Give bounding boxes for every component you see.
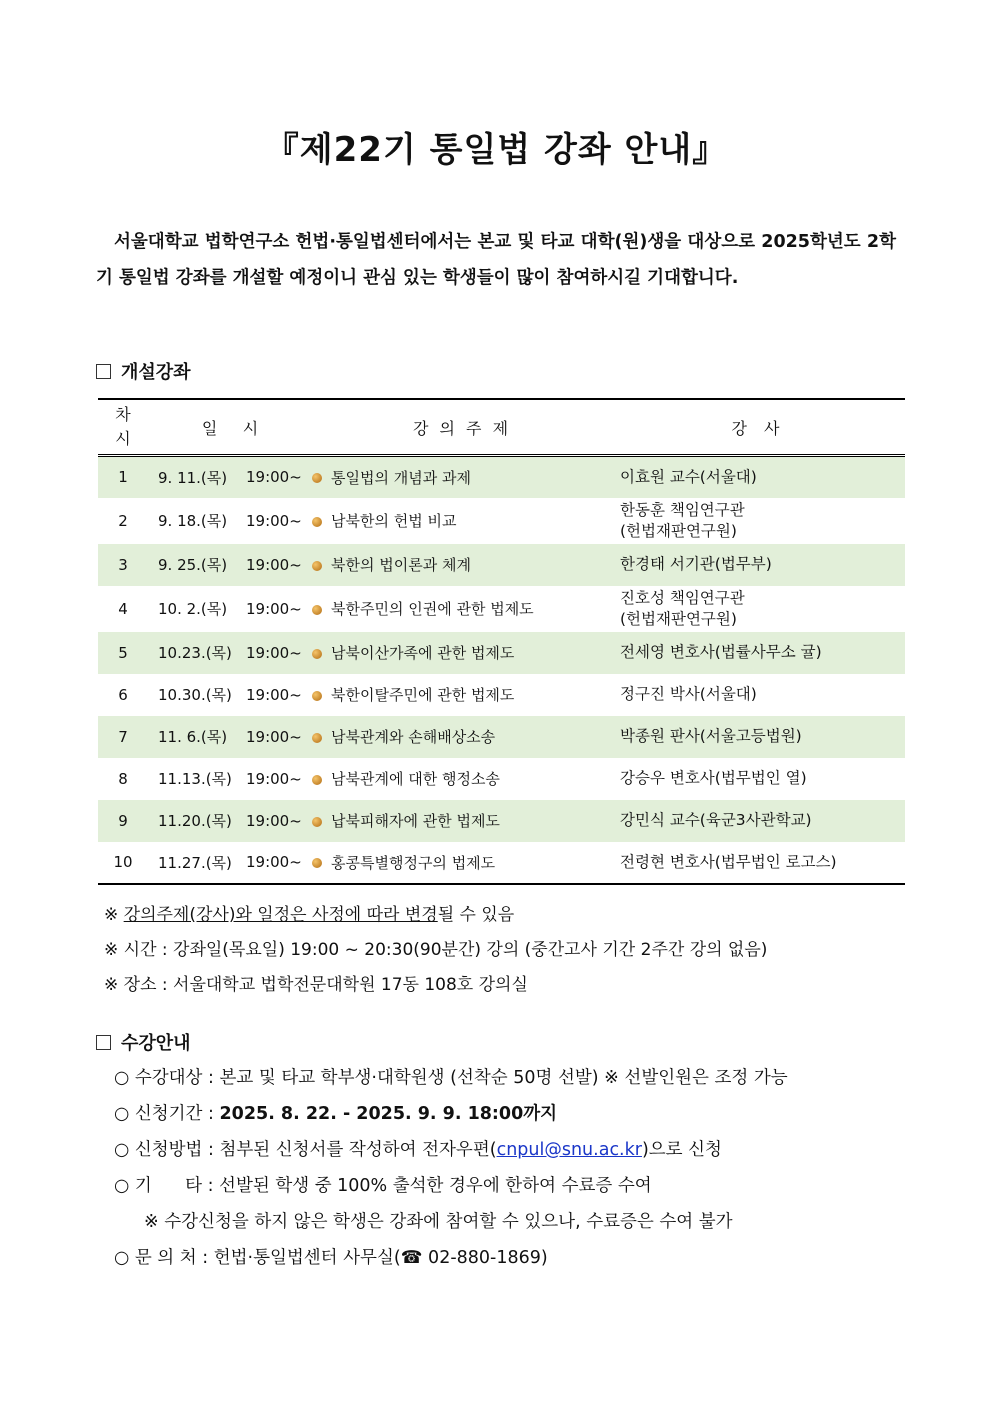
table-row	[98, 842, 905, 884]
cell-no: 7	[98, 716, 148, 758]
cell-time: 19:00~	[246, 632, 312, 674]
cell-date: 9. 18.(목)	[158, 512, 228, 530]
cell-no: 4	[118, 599, 128, 618]
cell-topic: 통일법의 개념과 과제	[312, 456, 612, 498]
table-row	[98, 544, 905, 586]
cell-date: 11. 6.(목)	[148, 716, 246, 758]
bullet-icon	[312, 775, 322, 785]
header-date: 일 시	[148, 399, 312, 456]
cell-date: 10. 2.(목)	[158, 600, 228, 618]
info-etc: ○ 기 타 : 선발된 학생 중 100% 출석한 경우에 한하여 수료증 수여	[114, 1176, 652, 1196]
cell-topic: 남북한의 헌법 비교	[312, 498, 612, 544]
info-target: ○ 수강대상 : 본교 및 타교 학부생·대학원생 (선착순 50명 선발) ※ 선발인원은 조정 가능	[114, 1068, 788, 1088]
cell-lecturer: 진호성 책임연구관 (헌법재판연구원)	[620, 588, 745, 628]
cell-lecturer: 한경태 서기관(법무부)	[612, 544, 905, 586]
cell-date: 11.27.(목)	[148, 842, 246, 884]
table-row	[98, 586, 905, 632]
cell-date: 11.20.(목)	[148, 800, 246, 842]
table-row	[98, 800, 905, 842]
cell-lecturer: 전령현 변호사(법무법인 로고스)	[612, 842, 905, 884]
cell-lecturer: 전세영 변호사(법률사무소 귤)	[612, 632, 905, 674]
table-row	[98, 632, 905, 674]
cell-lecturer: 박종원 판사(서울고등법원)	[612, 716, 905, 758]
info-contact: ○ 문 의 처 : 헌법·통일법센터 사무실(☎ 02-880-1869)	[114, 1248, 548, 1268]
bullet-icon	[312, 858, 322, 868]
section-heading-courses	[96, 358, 191, 384]
note-place: ※ 장소 : 서울대학교 법학전문대학원 17동 108호 강의실	[104, 975, 528, 995]
cell-no: 9	[98, 800, 148, 842]
table-row	[98, 674, 905, 716]
info-method: ○ 신청방법 : 첨부된 신청서를 작성하여 전자우편(cnpul@snu.ac.kr)으로 신청	[114, 1140, 722, 1160]
bullet-icon	[312, 517, 322, 527]
bullet-icon	[312, 473, 322, 483]
note-change: ※ 강의주제(강사)와 일정은 사정에 따라 변경될 수 있음	[104, 905, 515, 925]
cell-time: 19:00~	[246, 716, 312, 758]
cell-time: 19:00~	[246, 456, 312, 498]
cell-time: 19:00~	[246, 599, 302, 618]
section-title: 수강안내	[121, 1033, 191, 1054]
cell-lecturer: 강승우 변호사(법무법인 열)	[620, 769, 807, 787]
bullet-icon	[312, 561, 322, 571]
header-topic: 강 의 주 제	[312, 399, 612, 456]
info-etc-note: ※ 수강신청을 하지 않은 학생은 강좌에 참여할 수 있으나, 수료증은 수여 불가	[144, 1212, 733, 1232]
table-row	[98, 716, 905, 758]
cell-date: 10.30.(목)	[158, 686, 232, 704]
cell-time: 19:00~	[246, 800, 312, 842]
cell-date: 11.13.(목)	[158, 770, 232, 788]
cell-time: 19:00~	[246, 769, 302, 788]
cell-lecturer: 정구진 박사(서울대)	[620, 685, 757, 703]
cell-no: 8	[118, 769, 128, 788]
table-header-row	[98, 399, 905, 456]
cell-no: 2	[118, 511, 128, 530]
cell-no: 6	[118, 685, 128, 704]
cell-date: 10.23.(목)	[148, 632, 246, 674]
checkbox-square-icon	[96, 1035, 111, 1050]
cell-time: 19:00~	[246, 511, 302, 530]
cell-lecturer: 이효원 교수(서울대)	[612, 456, 905, 498]
cell-lecturer: 강민식 교수(육군3사관학교)	[612, 800, 905, 842]
cell-no: 5	[98, 632, 148, 674]
header-no: 차시	[98, 399, 148, 456]
cell-date: 9. 25.(목)	[148, 544, 246, 586]
cell-topic: 북한주민의 인권에 관한 법제도	[312, 586, 612, 632]
cell-date: 9. 11.(목)	[148, 456, 246, 498]
checkbox-square-icon	[96, 364, 111, 379]
info-period: ○ 신청기간 : 2025. 8. 22. - 2025. 9. 9. 18:00까지	[114, 1104, 558, 1124]
notes	[104, 898, 767, 1003]
cell-topic: 북한이탈주민에 관한 법제도	[312, 674, 612, 716]
note-time: ※ 시간 : 강좌일(목요일) 19:00 ~ 20:30(90분간) 강의 (중간고사 기간 2주간 강의 없음)	[104, 940, 768, 960]
cell-topic: 북한의 법이론과 체계	[312, 544, 612, 586]
bullet-icon	[312, 691, 322, 701]
intro-text: 서울대학교 법학연구소 헌법·통일법센터에서는 본교 및 타교 대학(원)생을 대상으로 2025학년도 2학기 통일법 강좌를 개설할 예정이니 관심 있는 학생들이 많이 참여하시길 기대합니다.	[96, 232, 896, 288]
bullet-icon	[312, 605, 322, 615]
header-lecturer: 강 사	[612, 399, 905, 456]
cell-topic: 남북관계와 손해배상소송	[312, 716, 612, 758]
section-heading-info	[96, 1029, 191, 1055]
cell-time: 19:00~	[246, 842, 312, 884]
intro-paragraph	[96, 224, 896, 296]
cell-topic: 남북이산가족에 관한 법제도	[312, 632, 612, 674]
cell-no: 1	[98, 456, 148, 498]
period-value: 2025. 8. 22. - 2025. 9. 9. 18:00까지	[219, 1104, 558, 1124]
bullet-icon	[312, 649, 322, 659]
email-link[interactable]: cnpul@snu.ac.kr	[496, 1140, 642, 1160]
table-row	[98, 456, 905, 498]
table-row	[98, 758, 905, 800]
cell-topic: 홍콩특별행정구의 법제도	[312, 842, 612, 884]
cell-topic: 남북관계에 대한 행정소송	[312, 758, 612, 800]
table-row	[98, 498, 905, 544]
enrollment-info	[114, 1060, 788, 1276]
cell-topic: 납북피해자에 관한 법제도	[312, 800, 612, 842]
cell-no: 3	[98, 544, 148, 586]
schedule-table	[98, 398, 905, 885]
cell-time: 19:00~	[246, 685, 302, 704]
section-title: 개설강좌	[121, 362, 191, 383]
cell-time: 19:00~	[246, 544, 312, 586]
cell-no: 10	[98, 842, 148, 884]
bullet-icon	[312, 733, 322, 743]
page-title: 『제22기 통일법 강좌 안내』	[264, 130, 728, 170]
cell-lecturer: 한동훈 책임연구관 (헌법재판연구원)	[620, 500, 745, 540]
bullet-icon	[312, 817, 322, 827]
